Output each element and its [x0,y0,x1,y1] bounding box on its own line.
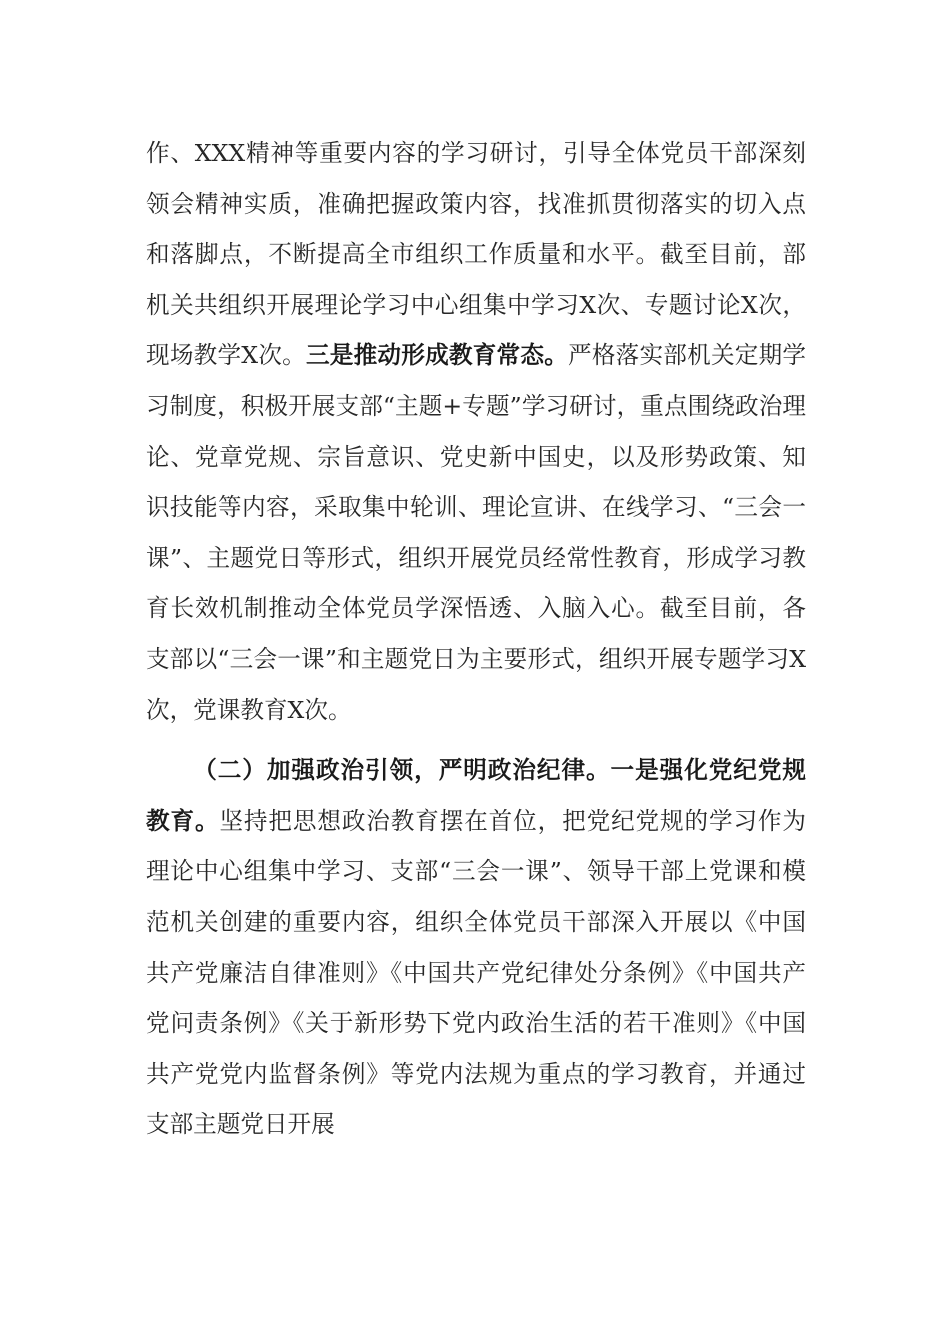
document-page [146,128,806,1150]
paragraph-study-education [146,128,806,735]
bold-heading-education-normalization: 三是推动形成教育常态。 [305,341,569,370]
paragraph-text: 严格落实部机关定期学习制度，积极开展支部“主题+专题”学习研讨，重点围绕政治理论、党章党规、宗旨意识、党史新中国史，以及形势政策、知识技能等内容，采取集中轮训、理论宣讲、在线学习、“三会一课”、主题党日等形式，组织开展党员经常性教育，形成学习教育长效机制推动全体党员学深悟透、入脑入心。截至目前，各支部以“三会一课”和主题党日为主要形式，组织开展专题学习X次，党课教育X次。 [146,341,807,724]
section-heading-political-discipline: （二）加强政治引领，严明政治纪律。一是强化党纪党规教育。 [146,756,806,835]
paragraph-text: 作、XXX精神等重要内容的学习研讨，引导全体党员干部深刻领会精神实质，准确把握政策内容，找准抓贯彻落实的切入点和落脚点，不断提高全市组织工作质量和水平。截至目前，部机关共组织开展理论学习中心组集中学习X次、专题讨论X次，现场教学X次。 [146,139,806,370]
paragraph-political-guidance [146,745,806,1150]
paragraph-text: 坚持把思想政治教育摆在首位，把党纪党规的学习作为理论中心组集中学习、支部“三会一课”、领导干部上党课和模范机关创建的重要内容，组织全体党员干部深入开展以《中国共产党廉洁自律准则》《中国共产党纪律处分条例》《中国共产党问责条例》《关于新形势下党内政治生活的若干准则》《中国共产党党内监督条例》等党内法规为重点的学习教育，并通过支部主题党日开展 [146,806,807,1139]
